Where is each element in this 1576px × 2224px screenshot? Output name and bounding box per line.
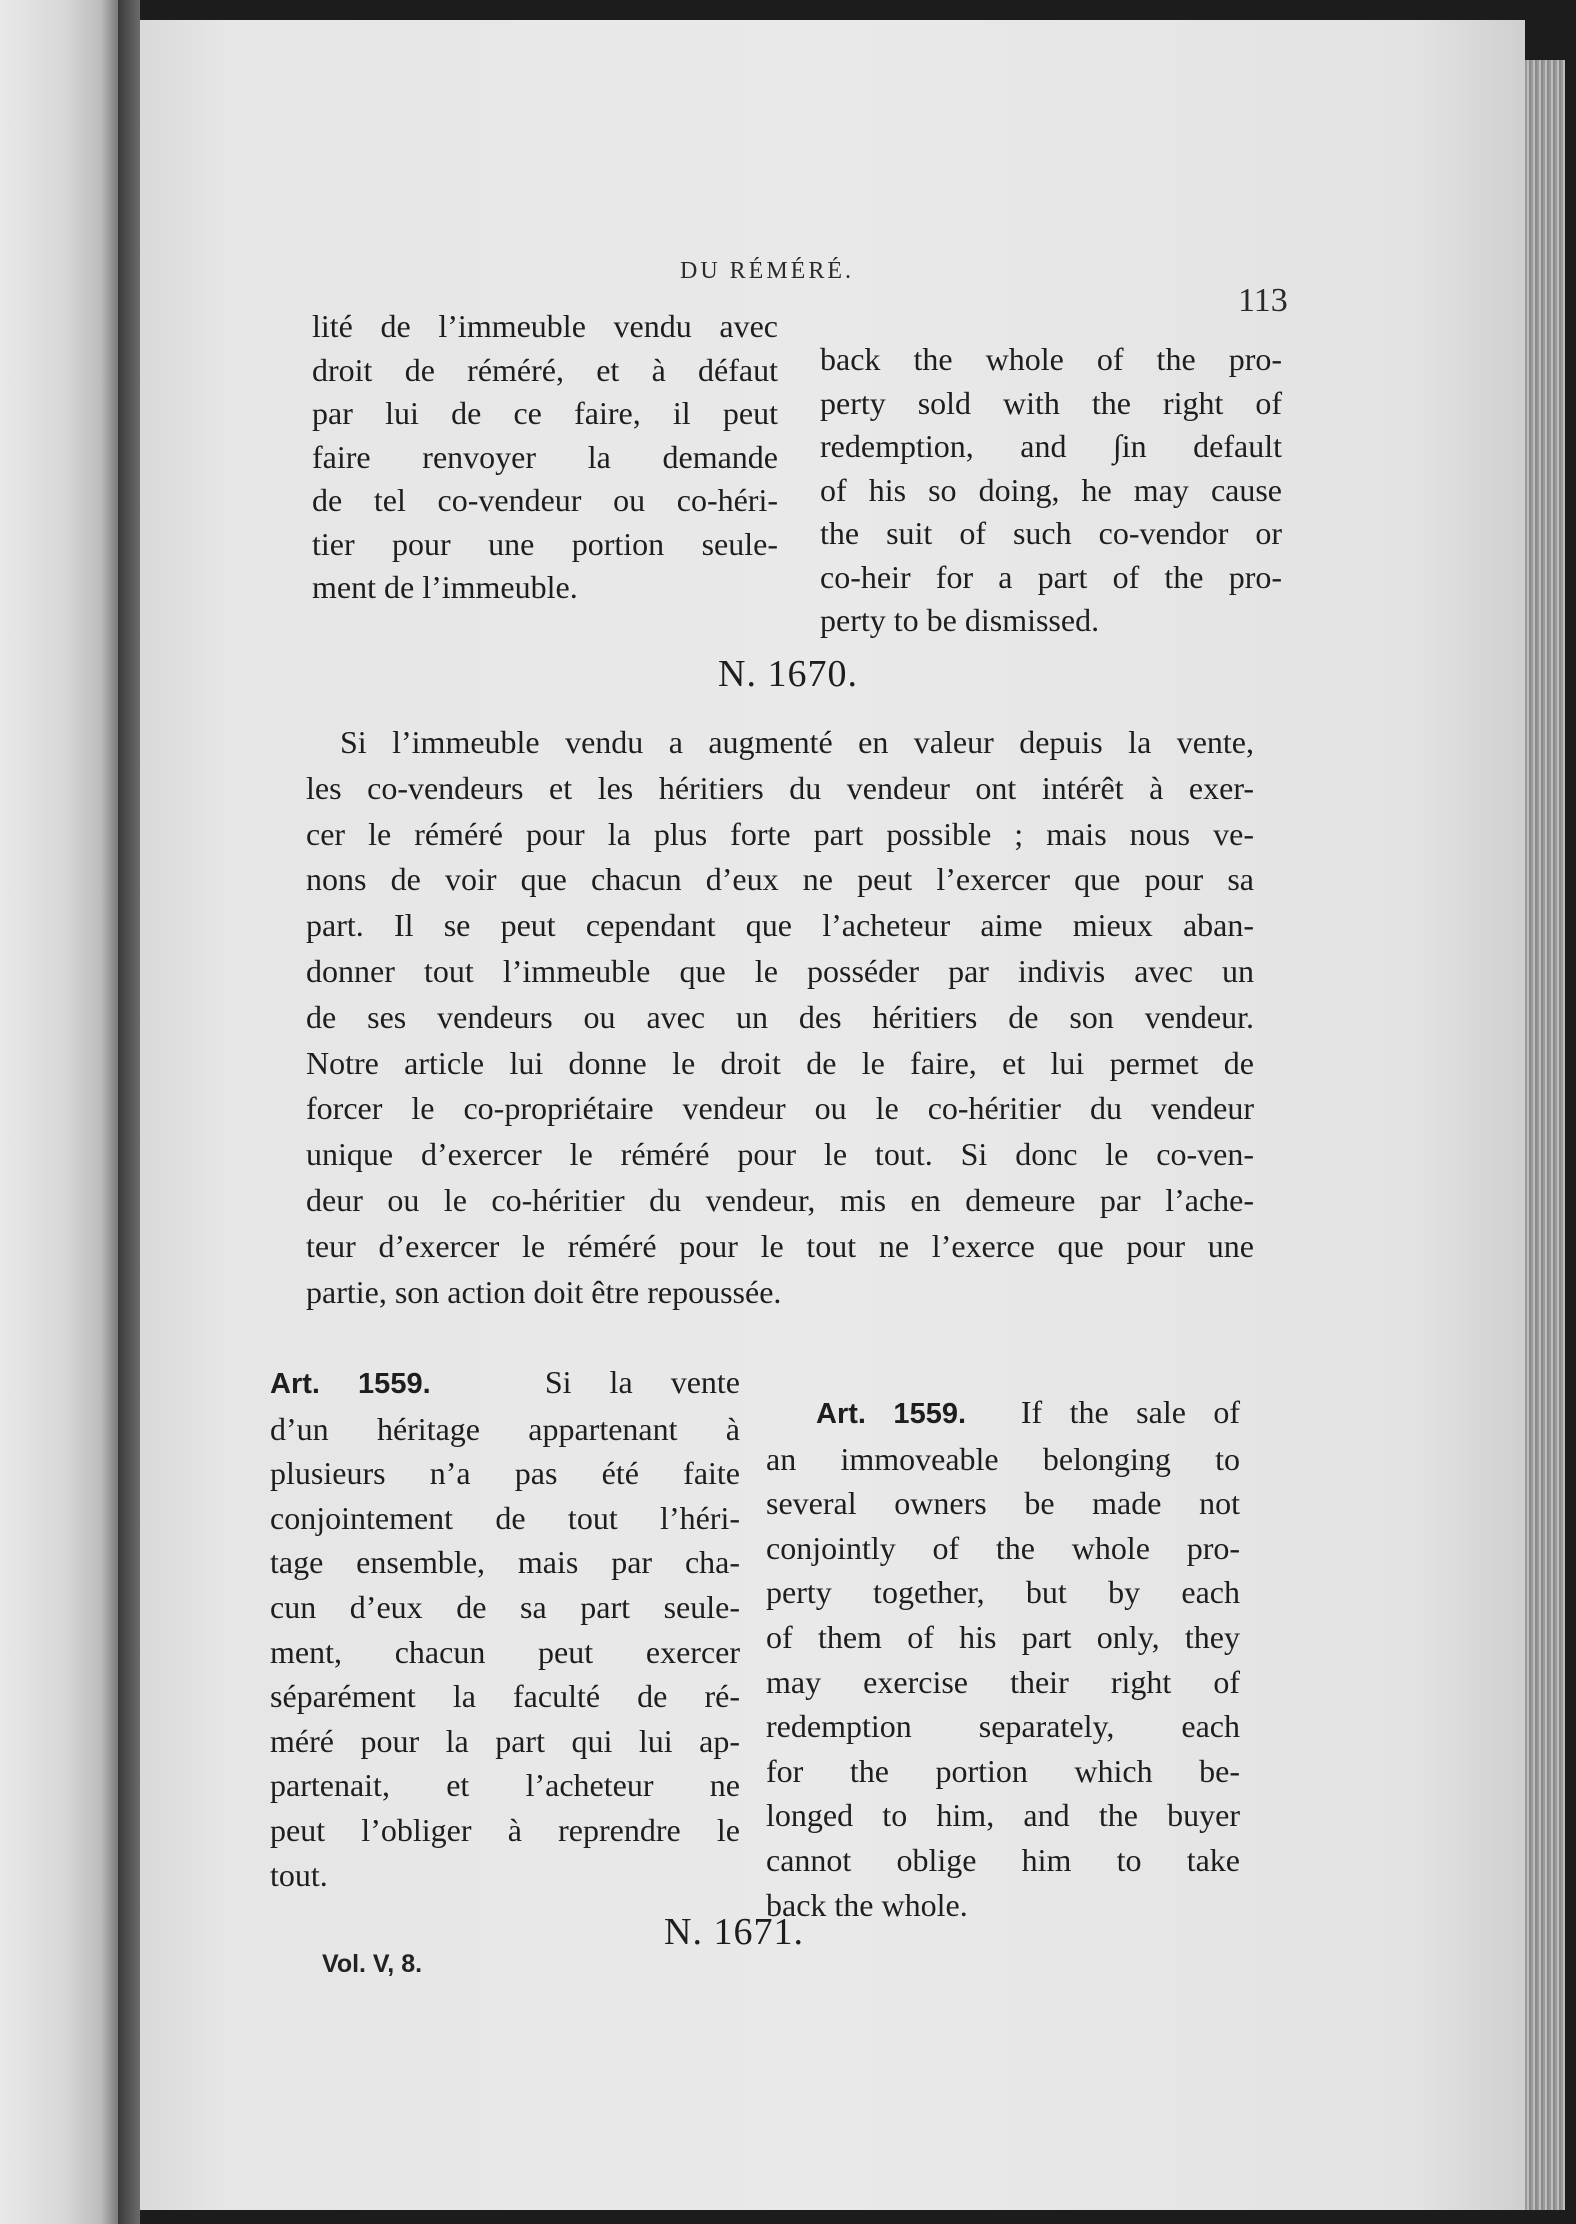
text-line: d’un héritage appartenant à	[270, 1410, 740, 1447]
text-line: teur d’exercer le réméré pour le tout ne l’exerce que pour une	[306, 1227, 1254, 1264]
text-line: cun d’eux de sa part seule-	[270, 1588, 740, 1625]
book-gutter	[118, 0, 140, 2224]
text-line: of them of his part only, they	[766, 1618, 1240, 1655]
text-line: co-heir for a part of the pro-	[820, 558, 1282, 595]
signature-mark: Vol. V, 8.	[322, 1950, 423, 1978]
text-line: par lui de ce faire, il peut	[312, 395, 778, 431]
french-column-top	[312, 305, 778, 610]
text-line: forcer le co-propriétaire vendeur ou le co-héritier du vendeur	[306, 1090, 1254, 1127]
section-number-1671: N. 1671.	[664, 1911, 804, 1953]
text-line: longed to him, and the buyer	[766, 1797, 1240, 1834]
section-number-1670: N. 1670.	[718, 653, 858, 695]
article-label: Art. 1559.	[816, 1398, 967, 1430]
text-line: méré pour la part qui lui ap-	[270, 1722, 740, 1759]
text-line: the suit of such co-vendor or	[820, 515, 1282, 551]
english-column-top	[820, 338, 1282, 643]
text-line: Notre article lui donne le droit de le faire, et lui permet de	[306, 1044, 1254, 1081]
article-first-line	[270, 1360, 740, 1407]
text-line: lité de l’immeuble vendu avec	[312, 308, 778, 344]
text-line: partenait, et l’acheteur ne	[270, 1767, 740, 1804]
text-line: Si l’immeuble vendu a augmenté en valeur depuis la vente,	[340, 724, 1254, 760]
text-line: tier pour une portion seule-	[312, 525, 778, 562]
text-line: deur ou le co-héritier du vendeur, mis en demeure par l’ache-	[306, 1181, 1254, 1218]
text-line: back the whole of the pro-	[820, 341, 1282, 377]
text-line: perty sold with the right of	[820, 384, 1282, 421]
running-head: DU RÉMÉRÉ.	[680, 258, 854, 284]
text-line: redemption, and ∫in default	[820, 428, 1282, 464]
text-line: séparément la faculté de ré-	[270, 1678, 740, 1715]
page-fore-edge	[1525, 60, 1565, 2210]
text-line: tage ensemble, mais par cha-	[270, 1544, 740, 1581]
text-line: plusieurs n’a pas été faite	[270, 1455, 740, 1492]
article-1559-english	[766, 1390, 1240, 1927]
text-line: unique d’exercer le réméré pour le tout. Si donc le co-ven-	[306, 1136, 1254, 1173]
text-line: partie, son action doit être repoussée.	[306, 1273, 782, 1310]
text-line: ment, chacun peut exercer	[270, 1633, 740, 1670]
text-line: tout.	[270, 1856, 328, 1893]
text-line: part. Il se peut cependant que l’acheteur aime mieux aban-	[306, 907, 1254, 944]
text-fragment: Si la vente	[544, 1364, 741, 1400]
text-line: de ses vendeurs ou avec un des héritiers de son vendeur.	[306, 998, 1254, 1035]
commentary-paragraph	[306, 720, 1254, 1315]
text-line: cannot oblige him to take	[766, 1841, 1240, 1878]
page-number: 113	[1238, 282, 1288, 319]
text-fragment: If the sale of	[1020, 1394, 1241, 1430]
text-line: for the portion which be-	[766, 1752, 1240, 1789]
article-first-line	[766, 1390, 1240, 1437]
text-line: conjointement de tout l’héri-	[270, 1499, 740, 1536]
text-line: faire renvoyer la demande	[312, 438, 778, 475]
text-line: of his so doing, he may cause	[820, 471, 1282, 508]
facing-page-edge	[0, 0, 118, 2224]
text-line: nons de voir que chacun d’eux ne peut l’exercer que pour sa	[306, 861, 1254, 898]
text-line: droit de réméré, et à défaut	[312, 351, 778, 388]
text-line: redemption separately, each	[766, 1708, 1240, 1745]
text-line: perty to be dismissed.	[820, 602, 1100, 638]
text-line: les co-vendeurs et les héritiers du vendeur ont intérêt à exer-	[306, 769, 1254, 806]
text-line: donner tout l’immeuble que le posséder par indivis avec un	[306, 952, 1254, 989]
article-1559-french	[270, 1360, 740, 1897]
text-line: de tel co-vendeur ou co-héri-	[312, 482, 778, 518]
text-line: cer le réméré pour la plus forte part possible ; mais nous ve-	[306, 815, 1254, 852]
article-label: Art. 1559.	[270, 1368, 431, 1400]
text-line: peut l’obliger à reprendre le	[270, 1811, 740, 1848]
text-line: several owners be made not	[766, 1485, 1240, 1522]
text-line: ment de l’immeuble.	[312, 569, 578, 605]
text-line: may exercise their right of	[766, 1663, 1240, 1700]
text-line: perty together, but by each	[766, 1574, 1240, 1611]
text-line: an immoveable belonging to	[766, 1440, 1240, 1477]
text-line: back the whole.	[766, 1886, 968, 1923]
text-line: conjointly of the whole pro-	[766, 1529, 1240, 1566]
